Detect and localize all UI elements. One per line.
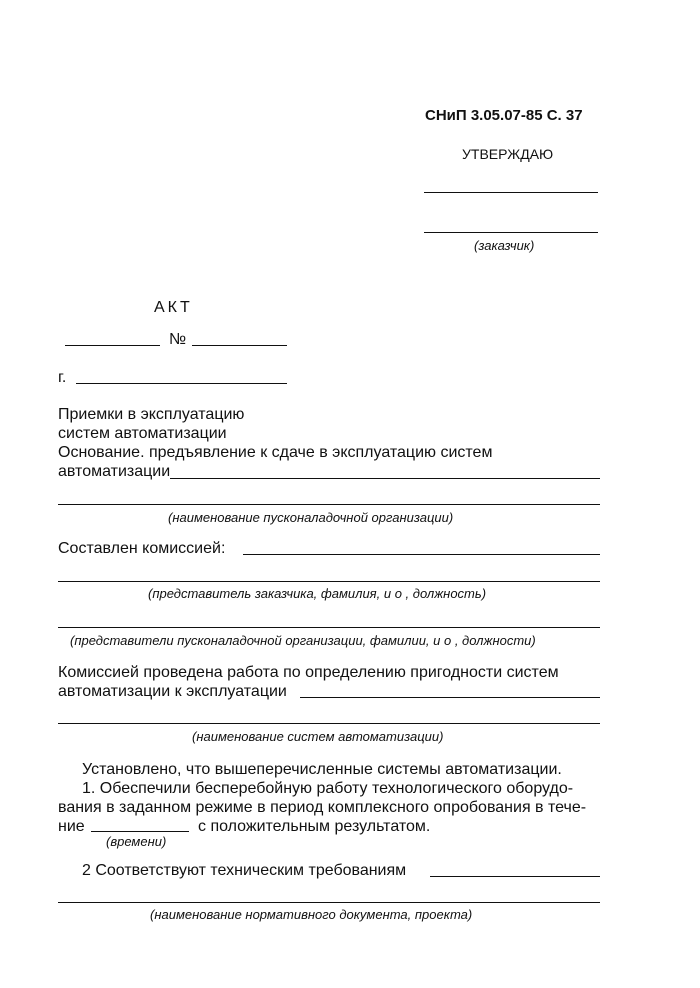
systems-name-line[interactable] bbox=[58, 723, 600, 724]
work-line2: автоматизации к эксплуатации bbox=[58, 683, 287, 700]
normative-doc-line[interactable] bbox=[58, 902, 600, 903]
act-subject-line1: Приемки в эксплуатацию bbox=[58, 406, 245, 423]
act-number-line[interactable] bbox=[192, 345, 287, 346]
item1-line3-end: с положительным результатом. bbox=[198, 818, 431, 835]
time-caption: (времени) bbox=[106, 834, 167, 849]
city-line[interactable] bbox=[76, 383, 287, 384]
customer-name-line[interactable] bbox=[424, 232, 598, 233]
approve-signature-line[interactable] bbox=[424, 192, 598, 193]
item1-line2: вания в заданном режиме в период комплексного опробования в тече- bbox=[58, 799, 587, 816]
customer-rep-line[interactable] bbox=[58, 581, 600, 582]
city-prefix: г. bbox=[58, 369, 67, 386]
test-duration-line[interactable] bbox=[91, 831, 189, 832]
item1-line1: 1. Обеспечили бесперебойную работу технологического оборудо- bbox=[82, 780, 574, 797]
commission-label: Составлен комиссией: bbox=[58, 540, 226, 557]
org-name-caption: (наименование пусконаладочной организации) bbox=[168, 510, 454, 525]
item2-line: 2 Соответствуют техническим требованиям bbox=[82, 862, 407, 879]
work-fill-line[interactable] bbox=[300, 697, 600, 698]
approve-heading: УТВЕРЖДАЮ bbox=[462, 146, 554, 162]
customer-caption: (заказчик) bbox=[474, 238, 535, 253]
work-line1: Комиссией проведена работа по определению пригодности систем bbox=[58, 664, 559, 681]
systems-name-caption: (наименование систем автоматизации) bbox=[192, 729, 444, 744]
basis-line1: Основание. предъявление к сдаче в эксплуатацию систем bbox=[58, 444, 493, 461]
commission-fill-line[interactable] bbox=[243, 554, 600, 555]
established-line: Установлено, что вышеперечисленные системы автоматизации. bbox=[82, 761, 562, 778]
org-reps-caption: (представители пусконаладочной организации, фамилии, и о , должности) bbox=[70, 633, 536, 648]
item1-line3-start: ние bbox=[58, 818, 85, 835]
act-date-line[interactable] bbox=[65, 345, 160, 346]
basis-line2: автоматизации bbox=[58, 463, 171, 480]
normative-doc-caption: (наименование нормативного документа, проекта) bbox=[150, 907, 473, 922]
number-sign: № bbox=[169, 331, 187, 348]
act-subject-line2: систем автоматизации bbox=[58, 425, 227, 442]
basis-fill-line[interactable] bbox=[170, 478, 600, 479]
requirements-fill-line[interactable] bbox=[430, 876, 600, 877]
org-reps-line[interactable] bbox=[58, 627, 600, 628]
document-reference: СНиП 3.05.07-85 С. 37 bbox=[425, 107, 583, 124]
customer-rep-caption: (представитель заказчика, фамилия, и о , должность) bbox=[148, 586, 487, 601]
act-title: АКТ bbox=[154, 299, 193, 316]
org-name-line[interactable] bbox=[58, 504, 600, 505]
